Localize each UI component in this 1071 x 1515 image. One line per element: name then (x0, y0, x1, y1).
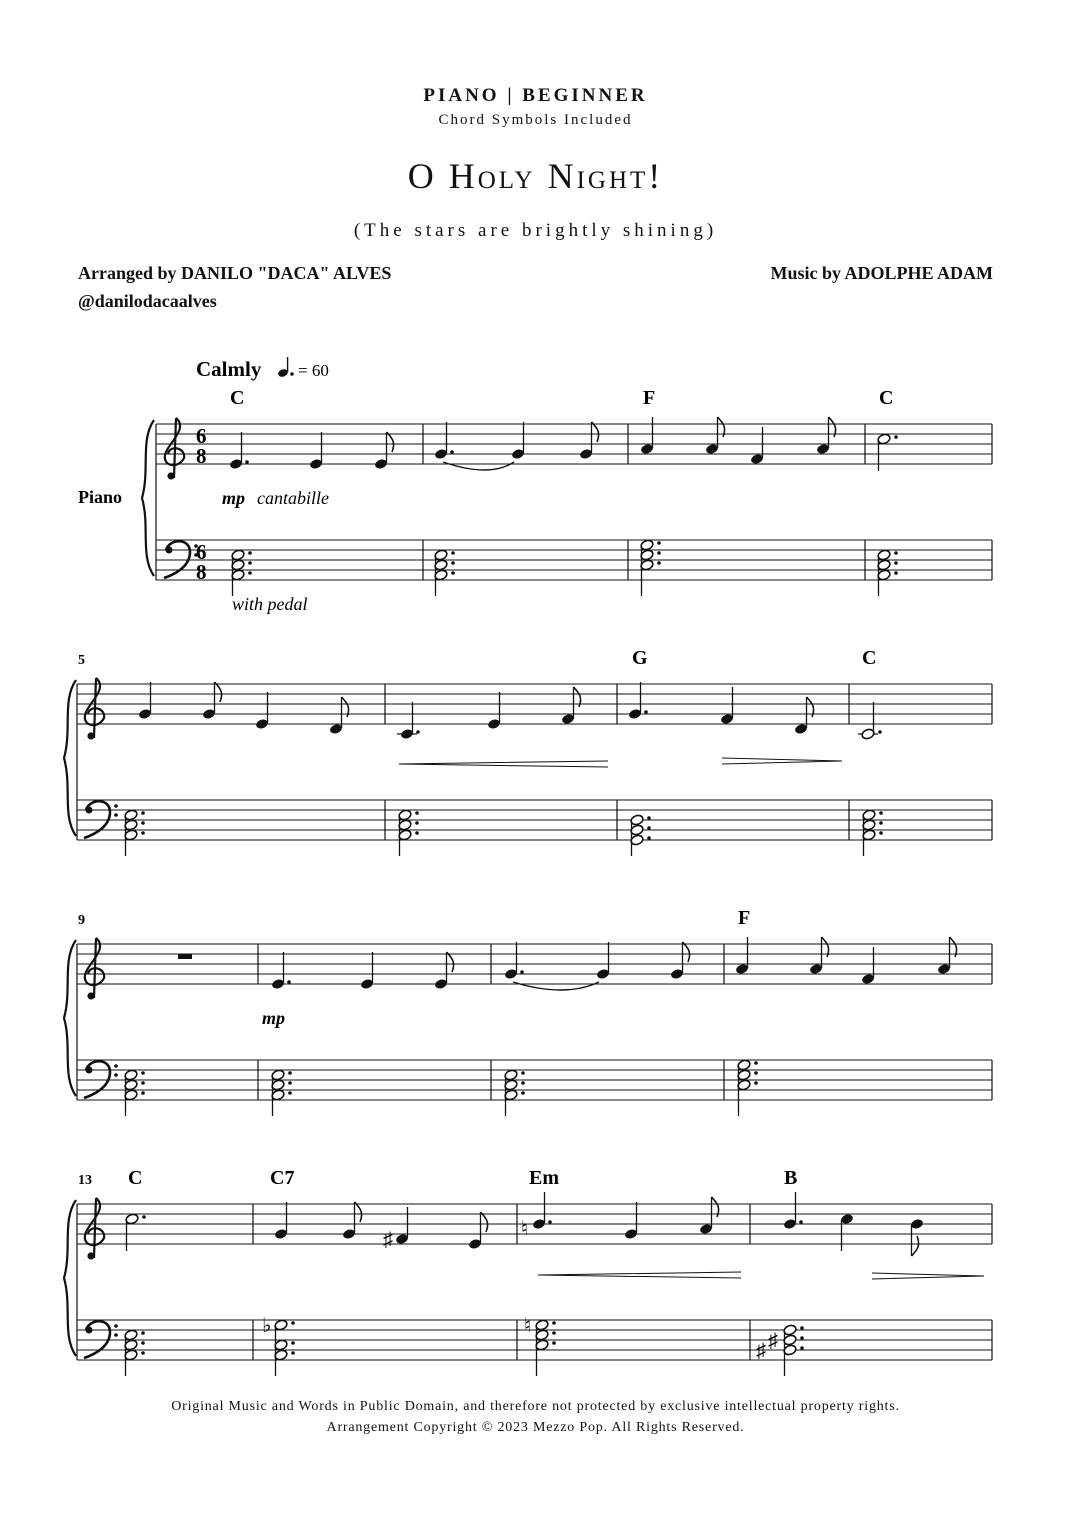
diminuendo-hairpin (722, 758, 842, 764)
tempo-word: Calmly (196, 357, 262, 381)
arranger-credit: Arranged by DANILO "DACA" ALVES (78, 263, 392, 283)
bass-chord (398, 809, 419, 856)
natural-accidental-icon: ♮ (521, 1218, 529, 1240)
note (735, 937, 749, 975)
note (750, 427, 764, 465)
copyright-line-2: Arrangement Copyright © 2023 Mezzo Pop. All Rights Reserved. (326, 1420, 745, 1435)
difficulty-level: PIANO | BEGINNER (423, 85, 648, 106)
bass-staff (77, 800, 992, 840)
barlines (253, 1204, 992, 1360)
bass-staff (156, 540, 992, 580)
chord-symbol: C (128, 1167, 143, 1189)
tempo-value: = 60 (298, 361, 329, 380)
tie (513, 982, 599, 990)
bass-chord (504, 1069, 525, 1116)
crescendo-hairpin (399, 761, 608, 767)
grand-staff-brace (142, 420, 154, 576)
chord-symbol: B (784, 1167, 798, 1189)
note (910, 1218, 924, 1256)
note (794, 697, 814, 735)
measure-number: 13 (78, 1173, 92, 1188)
note (138, 682, 152, 720)
bass-chord (535, 1319, 556, 1376)
diminuendo-hairpin (872, 1273, 984, 1279)
flat-accidental-icon: ♭ (262, 1315, 272, 1337)
note (705, 417, 725, 455)
chord-symbol: F (643, 387, 656, 409)
song-subtitle: (The stars are brightly shining) (353, 220, 718, 241)
bass-chord (434, 549, 455, 596)
time-signature-bottom: 8 (196, 560, 207, 584)
note (596, 942, 610, 980)
note (125, 1213, 146, 1251)
treble-clef-icon (85, 938, 104, 999)
chord-symbols-note: Chord Symbols Included (438, 112, 633, 128)
note (840, 1213, 854, 1251)
note (858, 702, 882, 740)
arranger-handle: @danilodacaalves (78, 291, 217, 311)
dynamic-mark: mp (222, 488, 246, 508)
note (487, 692, 501, 730)
sharp-accidental-icon: ♯ (383, 1229, 393, 1251)
note (395, 1207, 409, 1245)
chord-symbol: G (632, 647, 648, 669)
measure-number: 9 (78, 913, 85, 928)
treble-clef-icon (85, 678, 104, 739)
note (561, 687, 581, 725)
note (640, 417, 654, 455)
time-signature-top: 6 (196, 424, 207, 448)
grand-staff-brace (64, 940, 76, 1096)
whole-rest (178, 954, 192, 959)
barlines (258, 944, 992, 1100)
crescendo-hairpin (538, 1272, 741, 1278)
pedal-text: with pedal (232, 594, 308, 614)
bass-chord (274, 1319, 295, 1376)
system-1 (78, 357, 992, 614)
chord-symbol: C (862, 647, 877, 669)
expression-text: cantabille (257, 488, 329, 508)
copyright-line-1: Original Music and Words in Public Domain, and therefore not protected by exclusive intellectual property rights. (171, 1399, 900, 1414)
bass-chord (877, 549, 898, 596)
bass-chord (737, 1059, 758, 1116)
note (816, 417, 836, 455)
tempo-note-icon (277, 357, 294, 378)
bass-chord (124, 809, 145, 856)
treble-staff (77, 944, 992, 984)
note (624, 1202, 638, 1240)
barlines (385, 684, 992, 840)
note (274, 1202, 288, 1240)
dynamic-mark: mp (262, 1008, 286, 1028)
part-name: Piano (78, 487, 123, 507)
measure-number: 5 (78, 653, 85, 668)
system-2 (64, 647, 992, 856)
treble-clef-icon (85, 1198, 104, 1259)
song-title: O Holy Night! (407, 156, 664, 196)
note (255, 692, 269, 730)
note (397, 702, 420, 740)
chord-symbol: F (738, 907, 751, 929)
chord-symbol: Em (529, 1167, 559, 1189)
note (360, 952, 374, 990)
time-signature-top: 6 (196, 540, 207, 564)
bass-chord (862, 809, 883, 856)
bass-chord (271, 1069, 292, 1116)
note (309, 432, 323, 470)
time-signature-bottom: 8 (196, 444, 207, 468)
chord-symbol: C (879, 387, 894, 409)
bass-chord (640, 539, 661, 596)
note (329, 697, 349, 735)
note (720, 687, 734, 725)
bass-chord (124, 1329, 145, 1376)
note (511, 422, 525, 460)
bass-chord (231, 549, 252, 596)
tie (443, 462, 514, 470)
note (877, 433, 898, 471)
natural-accidental-icon: ♮ (524, 1315, 532, 1337)
chord-symbol: C (230, 387, 245, 409)
system-3 (64, 907, 992, 1116)
bass-staff (77, 1060, 992, 1100)
note (699, 1197, 719, 1235)
system-4 (64, 1167, 992, 1376)
sharp-accidental-icon: ♯ (768, 1330, 778, 1352)
note (937, 937, 957, 975)
grand-staff-brace (64, 680, 76, 836)
grand-staff-brace (64, 1200, 76, 1356)
treble-clef-icon (165, 418, 184, 479)
bass-chord (124, 1069, 145, 1116)
chord-symbol: C7 (270, 1167, 295, 1189)
note (809, 937, 829, 975)
bass-staff (77, 1320, 992, 1360)
treble-staff (156, 424, 992, 464)
composer-credit: Music by ADOLPHE ADAM (770, 263, 993, 283)
sharp-accidental-icon: ♯ (756, 1340, 766, 1362)
note (861, 947, 875, 985)
